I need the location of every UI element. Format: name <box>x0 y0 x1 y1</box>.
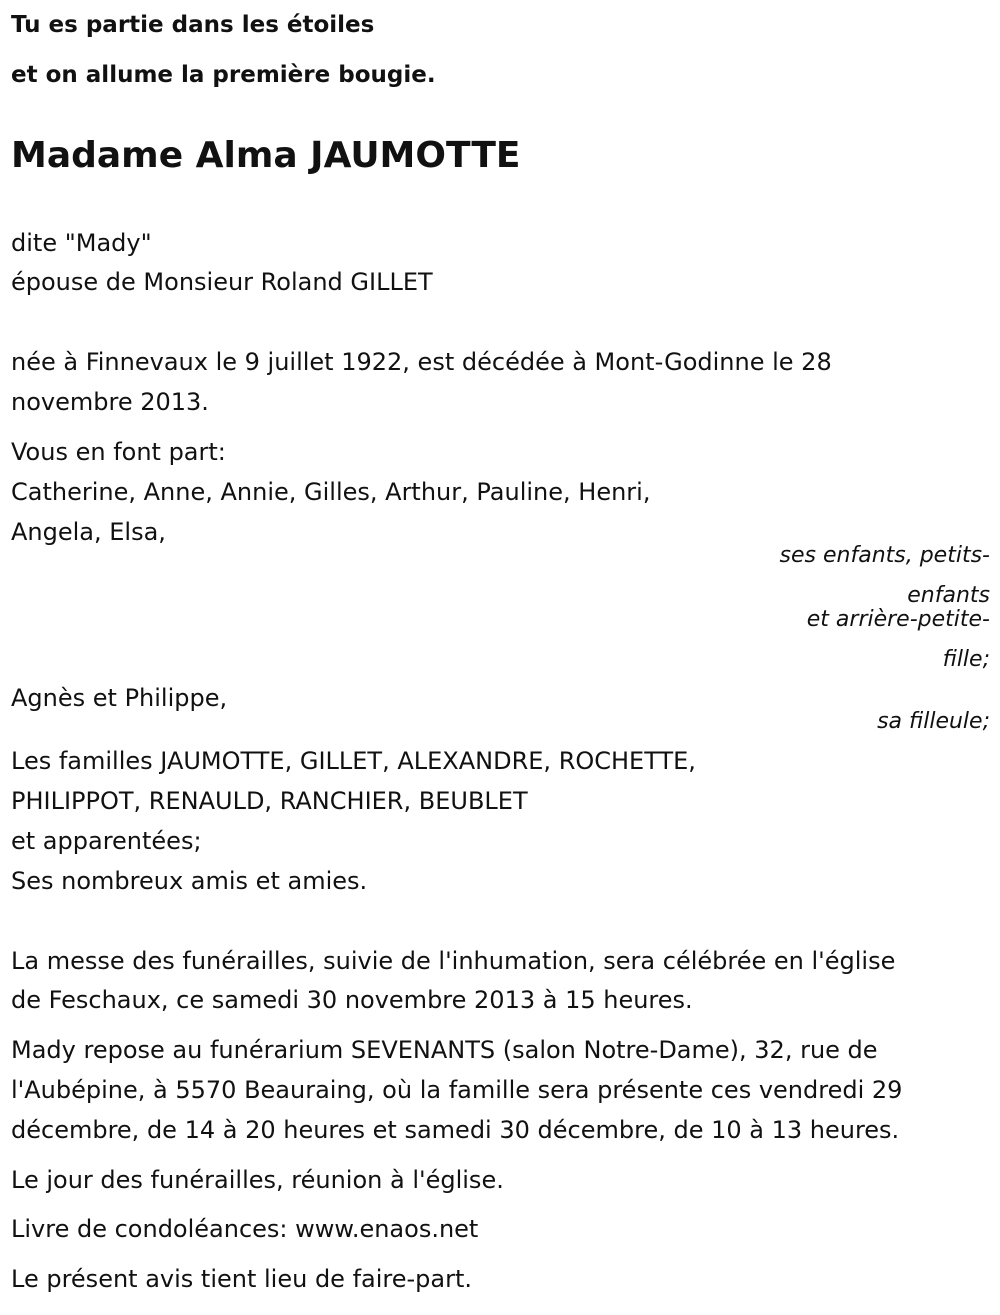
families-line-1: Les familles JAUMOTTE, GILLET, ALEXANDRE, ROCHETTE, <box>11 747 696 775</box>
verse-line-2: et on allume la première bougie. <box>11 62 436 88</box>
goddaughter-role: sa filleule; <box>877 709 990 734</box>
spouse: épouse de Monsieur Roland GILLET <box>11 268 433 296</box>
rest-line-2: l'Aubépine, à 5570 Beauraing, où la famille sera présente ces vendredi 29 <box>11 1076 903 1104</box>
families-line-3: et apparentées; <box>11 827 202 855</box>
children-role-line-2: enfants <box>907 583 990 608</box>
condolences-line: Livre de condoléances: www.enaos.net <box>11 1215 479 1243</box>
goddaughter: Agnès et Philippe, <box>11 684 228 712</box>
mass-line-1: La messe des funérailles, suivie de l'inhumation, sera célébrée en l'église <box>11 947 896 975</box>
mass-line-2: de Feschaux, ce samedi 30 novembre 2013 à 15 heures. <box>11 986 693 1014</box>
deceased-name: Madame Alma JAUMOTTE <box>11 135 521 176</box>
verse-line-1: Tu es partie dans les étoiles <box>11 12 375 38</box>
families-line-2: PHILIPPOT, RENAULD, RANCHIER, BEUBLET <box>11 787 528 815</box>
children-role-line-4: fille; <box>942 647 990 672</box>
children-line-2: Angela, Elsa, <box>11 518 166 546</box>
meeting-note: Le jour des funérailles, réunion à l'église. <box>11 1166 504 1194</box>
children-role-line-3: et arrière-petite- <box>806 607 990 632</box>
announcers-intro: Vous en font part: <box>11 438 226 466</box>
birth-death-line-2: novembre 2013. <box>11 388 209 416</box>
rest-line-3: décembre, de 14 à 20 heures et samedi 30 décembre, de 10 à 13 heures. <box>11 1116 900 1144</box>
birth-death-line-1: née à Finnevaux le 9 juillet 1922, est décédée à Mont-Godinne le 28 <box>11 348 832 376</box>
children-role-line-1: ses enfants, petits- <box>779 543 990 568</box>
friends: Ses nombreux amis et amies. <box>11 867 368 895</box>
children-line-1: Catherine, Anne, Annie, Gilles, Arthur, Pauline, Henri, <box>11 478 651 506</box>
nickname: dite "Mady" <box>11 229 152 257</box>
rest-line-1: Mady repose au funérarium SEVENANTS (salon Notre-Dame), 32, rue de <box>11 1036 878 1064</box>
notice-line: Le présent avis tient lieu de faire-part. <box>11 1265 473 1293</box>
